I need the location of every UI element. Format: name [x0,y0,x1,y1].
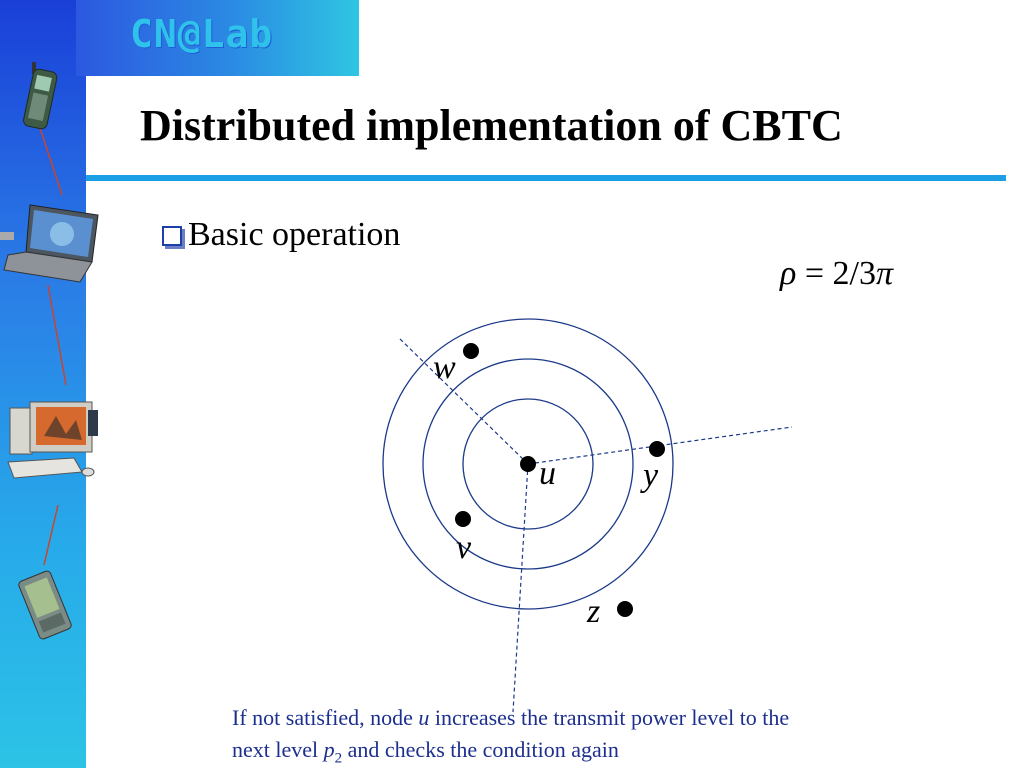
node-y [649,441,665,457]
equals-sign: = [804,255,825,292]
cone-boundary-upper-left [398,337,528,464]
cnlab-logo: CN@Lab [130,12,274,56]
node-label-v: v [456,529,472,566]
node-z [617,601,633,617]
caption-text [232,702,972,774]
slide-title: Distributed implementation of CBTC [140,101,843,150]
caption-power-p: p [323,737,335,762]
cone-boundary-down [513,464,528,712]
caption-subscript: 2 [334,750,343,767]
node-label-w: w [433,349,456,386]
rho-symbol: ρ [780,255,797,292]
node-label-y: y [643,457,659,494]
pi-symbol: π [875,255,894,292]
bullet-text: Basic operation [188,216,401,253]
node-u [520,456,536,472]
caption-part: If not satisfied, node [232,705,419,730]
node-label-z: z [587,593,601,630]
caption-part: increases the transmit power level to the [429,705,790,730]
caption-part: next level [232,737,324,762]
node-w [463,343,479,359]
caption-part: and checks the condition again [342,737,619,762]
fraction-value: 2/3 [832,255,876,292]
node-v [455,511,471,527]
node-label-u: u [539,455,556,492]
caption-node-u: u [418,705,430,730]
